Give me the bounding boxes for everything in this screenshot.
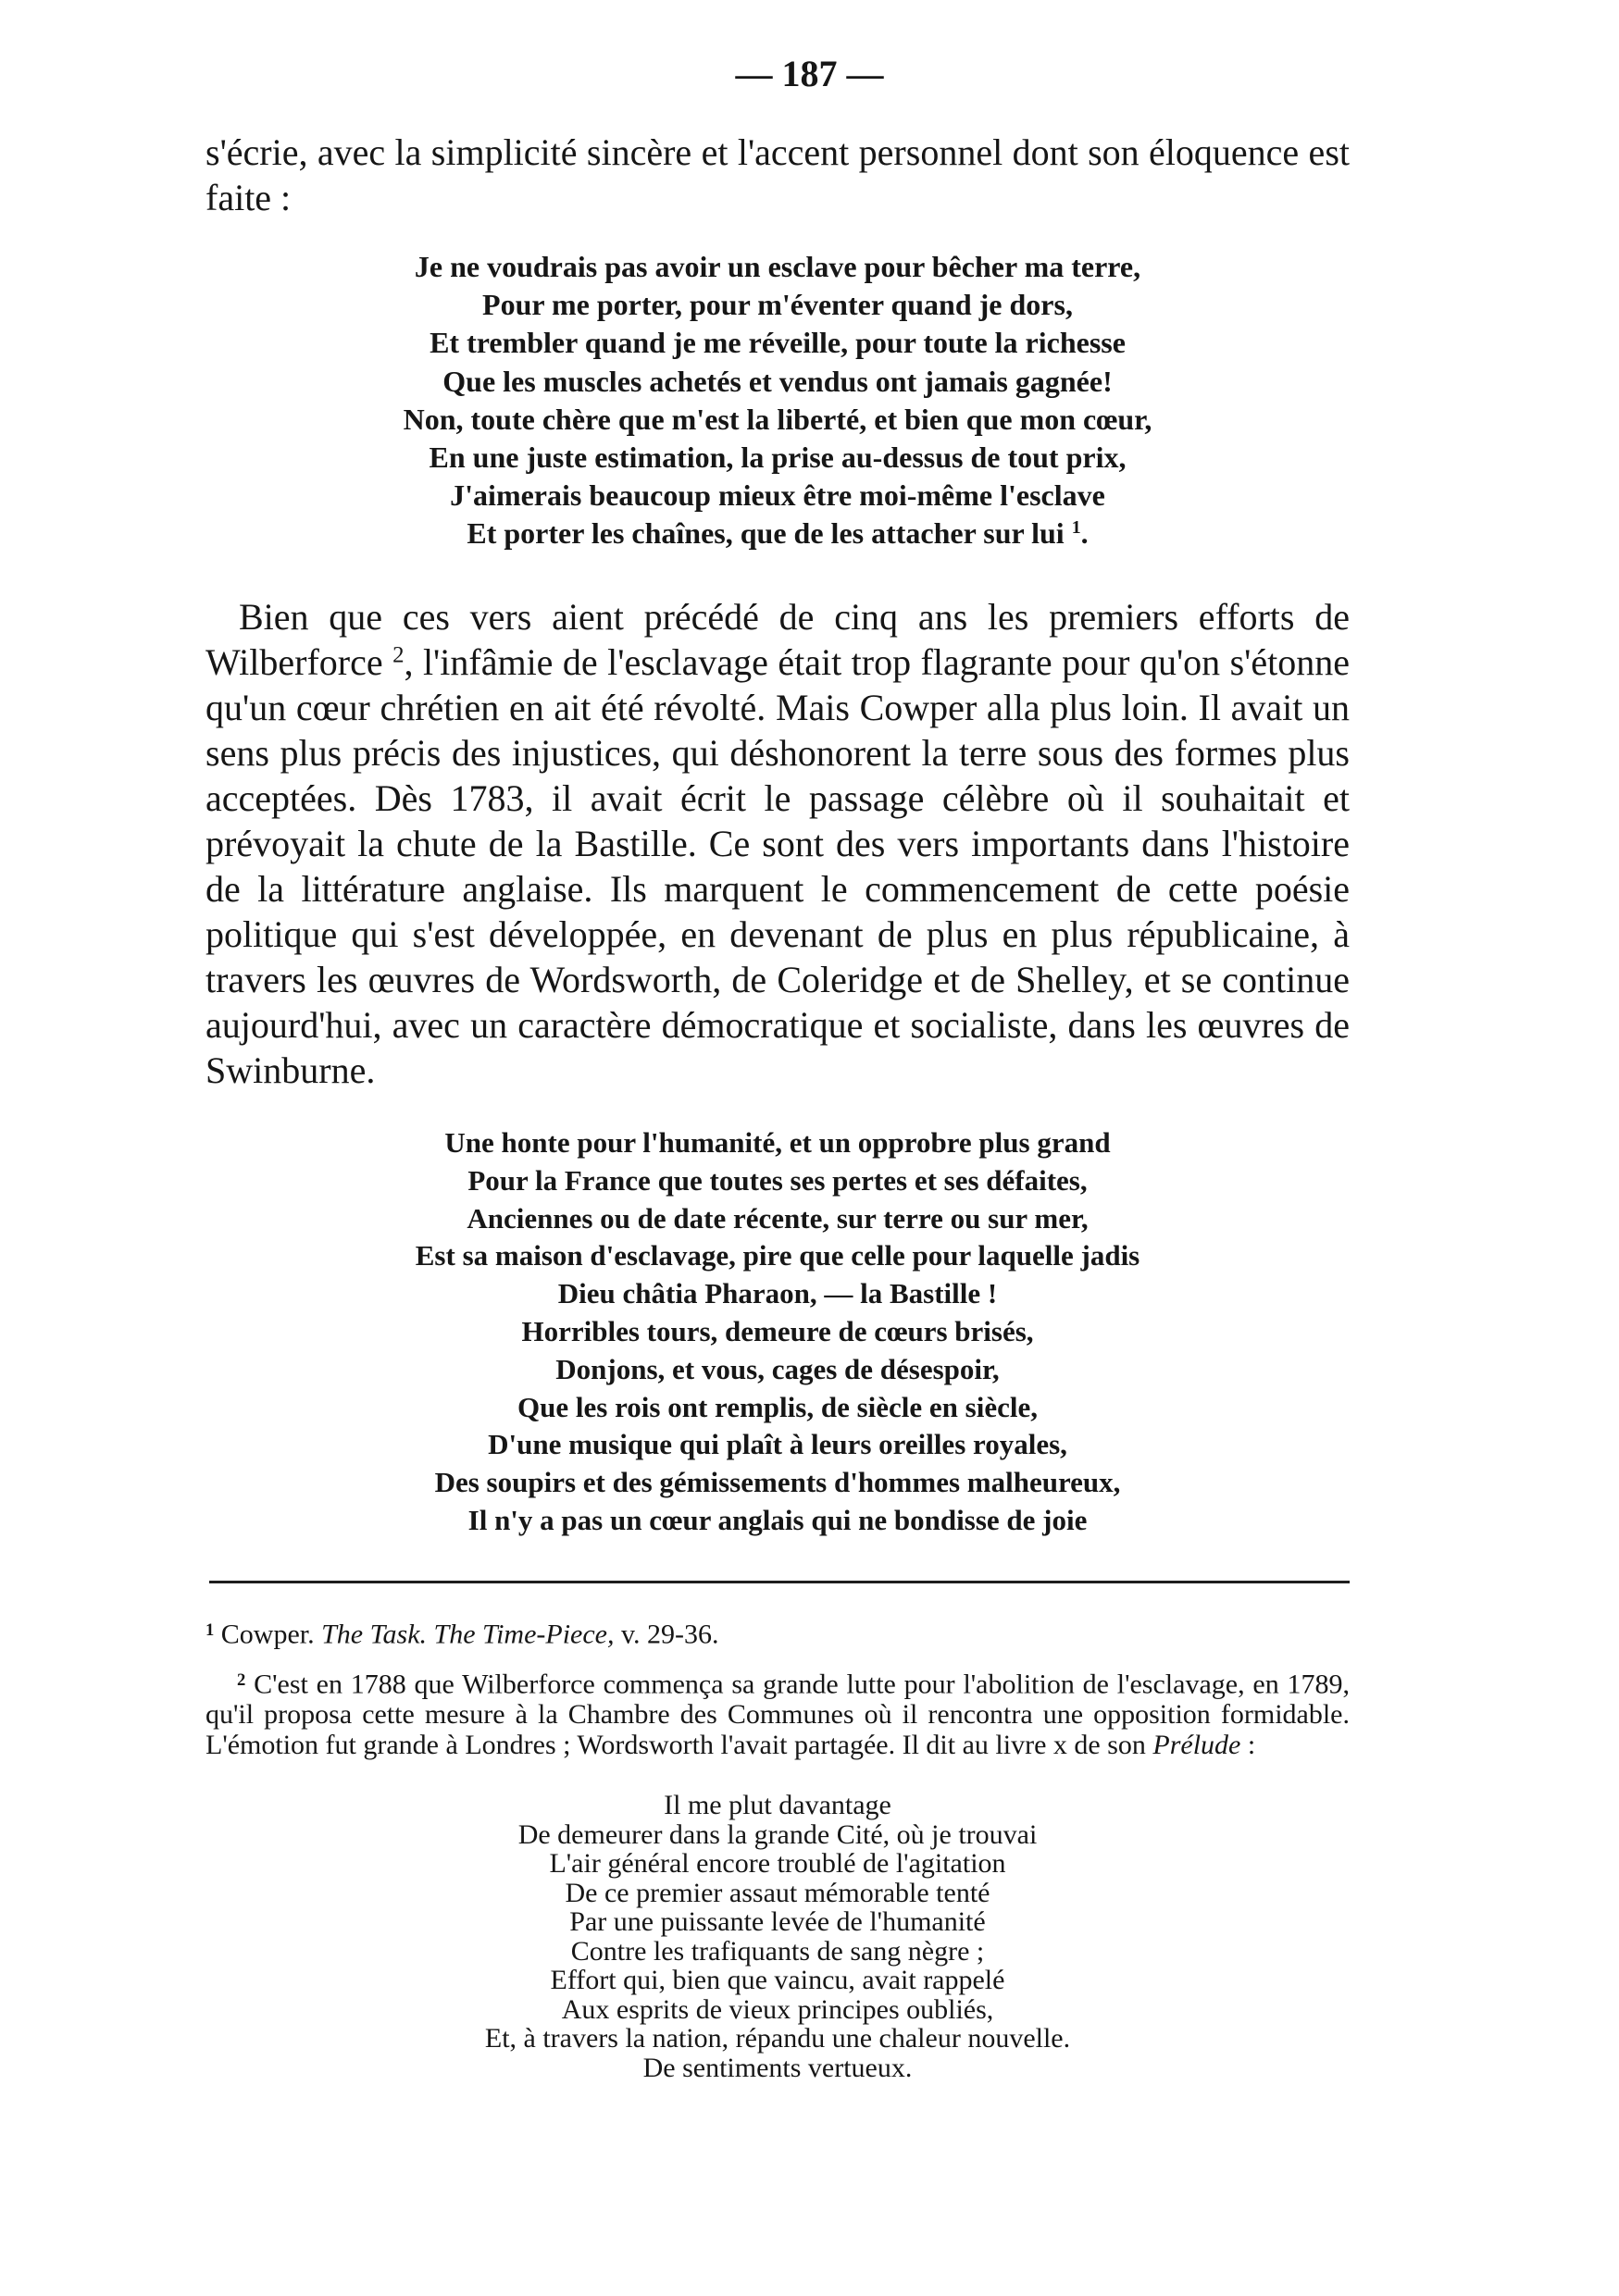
poem-line: Et trembler quand je me réveille, pour toute la richesse <box>430 326 1126 360</box>
poem-line: Pour la France que toutes ses pertes et ses défaites, <box>467 1163 1088 1197</box>
footnote-ref-1[interactable]: 1 <box>1071 517 1081 539</box>
poem-line: Est sa maison d'esclavage, pire que celle pour laquelle jadis <box>415 1239 1140 1272</box>
body-paragraph <box>205 594 1350 1093</box>
footnote-ref-2[interactable]: 2 <box>392 642 405 668</box>
footnote-poem-line: Par une puissante levée de l'humanité <box>569 1906 986 1937</box>
footnote-poem-line: Contre les trafiquants de sang nègre ; <box>570 1935 985 1967</box>
footnote-poem-prelude <box>205 1791 1350 2082</box>
intro-paragraph: s'écrie, avec la simplicité sincère et l'accent personnel dont son éloquence est faite : <box>205 131 1350 218</box>
footnote-text-end: : <box>1240 1730 1256 1761</box>
poem-block-bastille <box>205 1124 1350 1540</box>
footnote-divider <box>209 1581 1350 1583</box>
poem-line-last <box>205 515 1350 552</box>
page-number: — 187 — <box>735 53 884 94</box>
footnote-poem-line: Il me plut davantage <box>664 1790 891 1820</box>
poem-line: Il n'y a pas un cœur anglais qui ne bondisse de joie <box>467 1503 1088 1536</box>
poem-line: D'une musique qui plaît à leurs oreilles royales, <box>488 1428 1067 1461</box>
footnote-poem-line: L'air général encore troublé de l'agitation <box>549 1848 1006 1879</box>
footnote-poem-line: De sentiments vertueux. <box>642 2052 913 2083</box>
poem-line: J'aimerais beaucoup mieux être moi-même l'esclave <box>450 478 1105 513</box>
footnote-marker: 2 <box>237 1670 246 1690</box>
poem-line: Dieu châtia Pharaon, — la Bastille ! <box>557 1277 998 1310</box>
footnote-poem-line: De ce premier assaut mémorable tenté <box>565 1877 990 1908</box>
footnote-author: Cowper. <box>220 1619 315 1650</box>
footnote-verse-ref: v. 29-36. <box>621 1619 719 1650</box>
poem-line: Non, toute chère que m'est la liberté, et bien que mon cœur, <box>403 402 1152 436</box>
poem-line: Des soupirs et des gémissements d'hommes malheureux, <box>434 1466 1121 1499</box>
poem-line: Que les rois ont remplis, de siècle en siècle, <box>517 1390 1038 1423</box>
poem-line: Que les muscles achetés et vendus ont jamais gagnée! <box>442 364 1113 398</box>
footnote-text: C'est en 1788 que Wilberforce commença sa grande lutte pour l'abolition de l'esclavage, en 1789, qu'il proposa cette mesure à la Chambre des Communes où il rencontra une opposition formidable. L'émotion fut grande à Londres ; Wordsworth l'avait partagée. Il dit au livre x de son <box>205 1669 1350 1761</box>
paragraph-text-part-2: , l'infâmie de l'esclavage était trop flagrante pour qu'on s'étonne qu'un cœur chrétien en ait été révolté. Mais Cowper alla plus loin. Il avait un sens plus précis des injustices, qui déshonorent la terre sous des formes plus acceptées. Dès 1783, il avait écrit le passage célèbre où il souhaitait et prévoyait la chute de la Bastille. Ce sont des vers importants dans l'histoire de la littérature anglaise. Ils marquent le commencement de cette poésie politique qui s'est développée, en devenant de plus en plus républicaine, à travers les œuvres de Wordsworth, de Coleridge et de Shelley, et se continue aujourd'hui, avec un caractère démocratique et socialiste, dans les œuvres de Swinburne. <box>205 641 1351 1091</box>
footnote-marker: 1 <box>205 1620 215 1640</box>
poem-line: Je ne voudrais pas avoir un esclave pour bêcher ma terre, <box>414 250 1141 283</box>
poem-line: Pour me porter, pour m'éventer quand je dors, <box>482 288 1073 322</box>
poem-line-end: . <box>1080 516 1089 551</box>
footnote-poem-line: Effort qui, bien que vaincu, avait rappelé <box>550 1965 1005 1995</box>
footnote-work-title: The Task. The Time-Piece, <box>321 1619 615 1650</box>
poem-line-text: Et porter les chaînes, que de les attacher sur lui <box>467 516 1065 551</box>
paragraph-text-part-1: Bien que ces vers aient précédé de cinq ans les premiers efforts de Wilberforce <box>205 596 1350 683</box>
footnote-poem-line: Et, à travers la nation, répandu une chaleur nouvelle. <box>484 2023 1071 2054</box>
footnote-poem-line: Aux esprits de vieux principes oubliés, <box>561 1993 994 2025</box>
poem-line: Donjons, et vous, cages de désespoir, <box>555 1352 1000 1385</box>
poem-line: Une honte pour l'humanité, et un opprobre plus grand <box>444 1126 1111 1159</box>
footnote-poem-line: De demeurer dans la grande Cité, où je trouvai <box>517 1818 1038 1850</box>
footnote-2 <box>205 1665 1350 1760</box>
poem-line: Horribles tours, demeure de cœurs brisés, <box>521 1314 1034 1347</box>
poem-block-cowper <box>205 248 1350 553</box>
poem-line: En une juste estimation, la prise au-dessus de tout prix, <box>429 441 1127 475</box>
poem-line: Anciennes ou de date récente, sur terre ou sur mer, <box>467 1201 1089 1235</box>
footnote-1 <box>205 1615 1350 1649</box>
footnote-work-title: Prélude <box>1152 1730 1241 1761</box>
